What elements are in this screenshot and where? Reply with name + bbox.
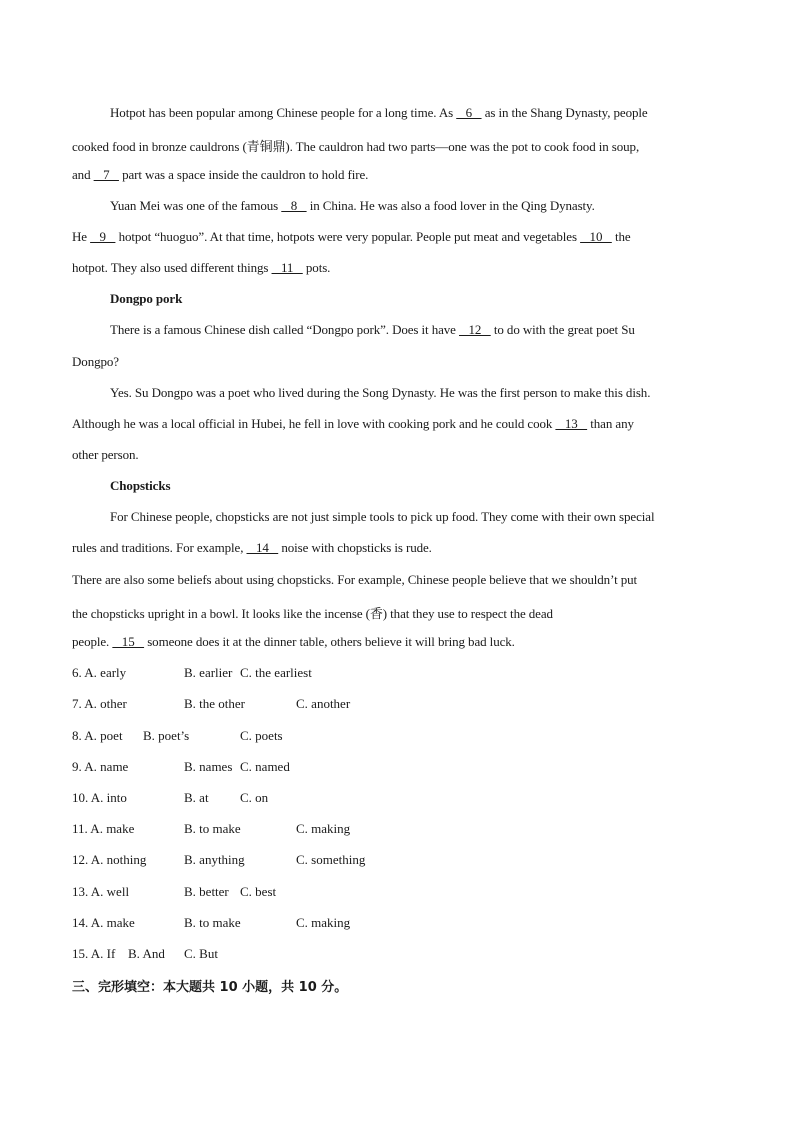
text: the [611,229,631,244]
passage-line [72,229,722,245]
option-c: C. something [296,852,366,867]
text: than any [587,416,634,431]
passage-line: There are also some beliefs about using chopsticks. For example, Chinese people believe that we shouldn’t put [72,572,638,587]
blank-6: 6 [456,105,482,120]
option-b: B. at [184,790,209,805]
blank-8: 8 [281,198,307,213]
blank-12: 12 [459,322,491,337]
section-title-chopsticks: Chopsticks [110,478,171,493]
passage-line: the chopsticks upright in a bowl. It looks like the incense (香) that they use to respect the dead [72,606,553,621]
text: in China. He was also a food lover in the Qing Dynasty. [306,198,595,213]
passage-line [110,105,760,121]
text: Yuan Mei was one of the famous [110,198,282,213]
option-c: C. on [240,790,269,805]
option-c: C. best [240,884,277,899]
passage-line [72,416,722,432]
blank-15: 15 [112,634,145,649]
option-b: B. And [128,946,165,961]
option-a: 10. A. into [72,790,127,805]
option-c: C. making [296,915,351,930]
option-a: 15. A. If [72,946,116,961]
text: He [72,229,91,244]
passage-line [110,198,760,214]
option-b: B. the other [184,696,246,711]
text: people. [72,634,113,649]
blank-7: 7 [93,167,119,182]
option-a: 11. A. make [72,821,135,836]
option-c: C. the earliest [240,665,312,680]
option-c: C. another [296,696,351,711]
text: There is a famous Chinese dish called “Dongpo pork”. Does it have [110,322,459,337]
blank-11: 11 [271,260,303,275]
section-heading: 三、完形填空：本大题共 10 小题，共 10 分。 [72,980,348,995]
option-c: C. poets [240,728,283,743]
option-b: B. to make [184,915,241,930]
option-b: B. anything [184,852,245,867]
option-a: 13. A. well [72,884,130,899]
section-title-dongpo: Dongpo pork [110,291,183,306]
text: pots. [302,260,331,275]
text: noise with chopsticks is rude. [278,540,432,555]
option-b: B. to make [184,821,241,836]
passage-line: Yes. Su Dongpo was a poet who lived during the Song Dynasty. He was the first person to make this dish. [110,385,651,400]
option-a: 9. A. name [72,759,129,774]
text: as in the Shang Dynasty, people [481,105,648,120]
passage-line [72,167,722,183]
passage-line: For Chinese people, chopsticks are not just simple tools to pick up food. They come with their own special [110,509,655,524]
option-b: B. earlier [184,665,233,680]
passage-line [72,634,722,650]
passage-line: other person. [72,447,139,462]
option-c: C. making [296,821,351,836]
option-b: B. names [184,759,233,774]
text: to do with the great poet Su [490,322,635,337]
option-a: 8. A. poet [72,728,123,743]
text: hotpot. They also used different things [72,260,272,275]
blank-10: 10 [580,229,612,244]
passage-line [110,322,760,338]
option-a: 14. A. make [72,915,135,930]
passage-line: cooked food in bronze cauldrons (青铜鼎). The cauldron had two parts—one was the pot to cook food in soup, [72,139,640,154]
passage-line [72,260,722,276]
text: Hotpot has been popular among Chinese people for a long time. As [110,105,457,120]
text: someone does it at the dinner table, others believe it will bring bad luck. [144,634,515,649]
option-a: 6. A. early [72,665,127,680]
text: rules and traditions. For example, [72,540,247,555]
option-b: B. better [184,884,229,899]
blank-14: 14 [246,540,279,555]
passage-line: Dongpo? [72,354,119,369]
option-a: 12. A. nothing [72,852,147,867]
blank-13: 13 [555,416,588,431]
text: and [72,167,94,182]
option-a: 7. A. other [72,696,127,711]
option-b: B. poet’s [143,728,190,743]
passage-line [72,540,722,556]
blank-9: 9 [90,229,116,244]
option-c: C. But [184,946,218,961]
text: part was a space inside the cauldron to hold fire. [118,167,369,182]
text: hotpot “huoguo”. At that time, hotpots were very popular. People put meat and vegetables [115,229,581,244]
option-c: C. named [240,759,290,774]
text: Although he was a local official in Hubei, he fell in love with cooking pork and he could cook [72,416,556,431]
